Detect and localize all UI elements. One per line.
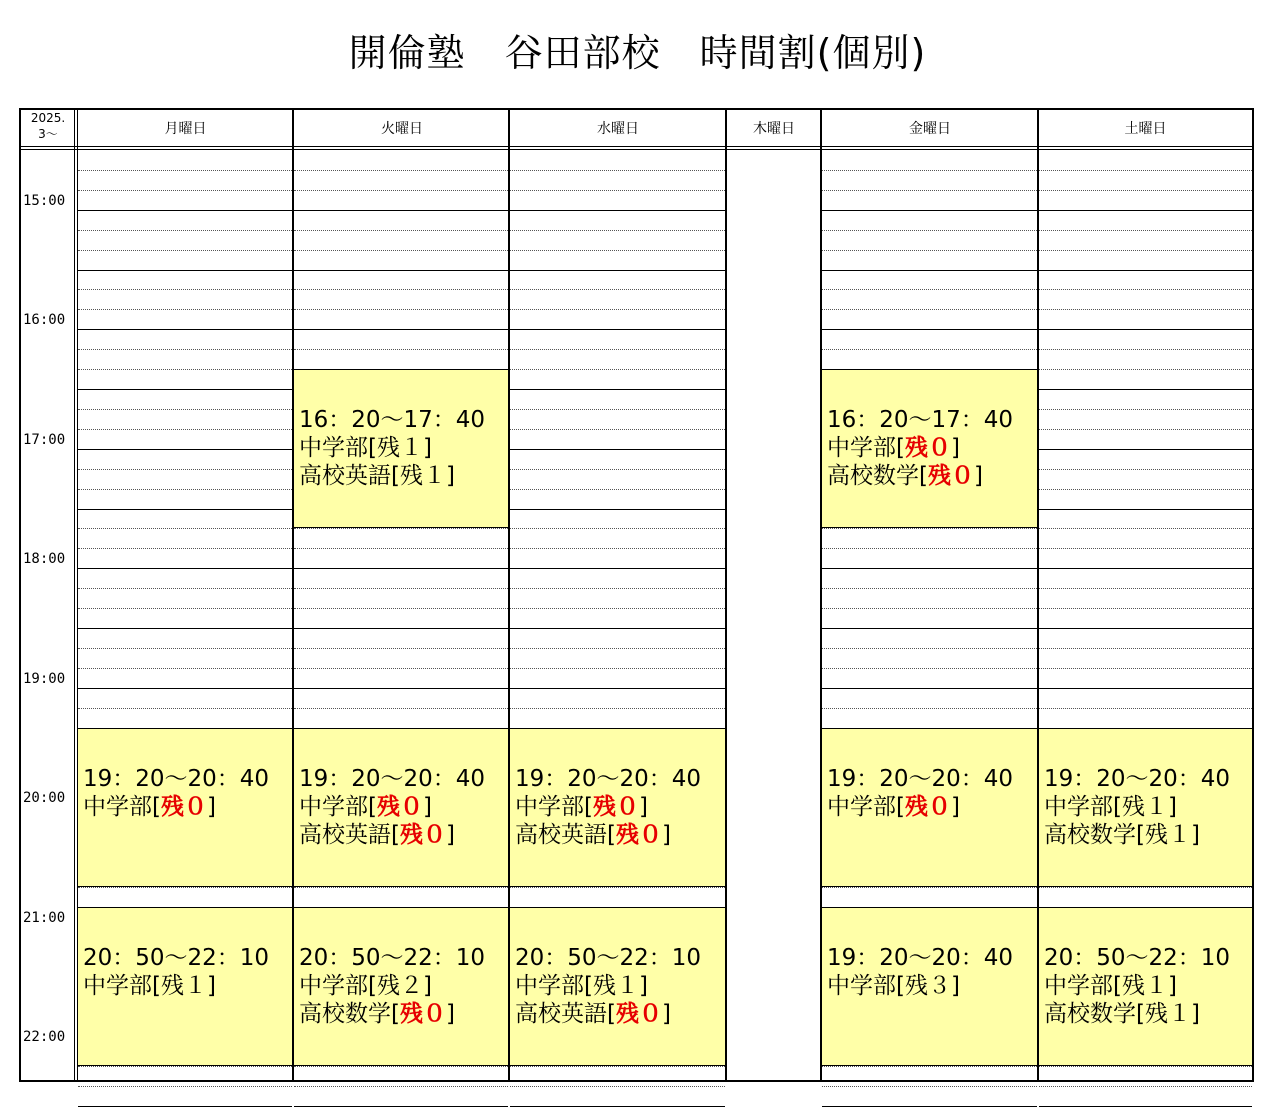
grid-line <box>78 648 292 649</box>
grid-line <box>294 668 508 669</box>
day-header-wed: 水曜日 <box>597 121 639 137</box>
day-header-fri: 金曜日 <box>909 121 951 137</box>
lesson-block <box>510 728 725 887</box>
grid-line <box>1039 568 1252 569</box>
grid-line <box>1039 489 1252 490</box>
grid-line <box>510 250 725 251</box>
grid-line <box>78 628 292 629</box>
column-divider <box>292 110 294 1080</box>
course-text: 中学部[ <box>515 973 593 999</box>
grid-line <box>294 588 508 589</box>
course-text: 残３ <box>904 973 951 999</box>
course-text: ] <box>1167 794 1177 820</box>
seats-remaining-zero: 残０ <box>904 435 951 461</box>
grid-line <box>294 528 508 529</box>
course-text: ] <box>445 1001 455 1027</box>
lesson-course <box>827 972 1037 1000</box>
grid-line <box>822 568 1037 569</box>
course-text: ] <box>422 435 432 461</box>
grid-line <box>78 289 292 290</box>
grid-line <box>1039 409 1252 410</box>
grid-line <box>1039 688 1252 689</box>
grid-line <box>294 170 508 171</box>
lesson-course <box>1044 1000 1252 1028</box>
course-text: ] <box>638 973 648 999</box>
course-text: 高校英語[ <box>299 463 400 489</box>
grid-line <box>1039 349 1252 350</box>
grid-line <box>510 170 725 171</box>
grid-line <box>822 190 1037 191</box>
grid-line <box>78 389 292 390</box>
time-label: 15:00 <box>23 193 66 209</box>
grid-line <box>822 588 1037 589</box>
course-text: ] <box>445 463 455 489</box>
grid-line <box>822 688 1037 689</box>
grid-line <box>78 887 292 888</box>
grid-line <box>78 170 292 171</box>
course-text: 残１ <box>376 435 423 461</box>
grid-line <box>822 608 1037 609</box>
grid-line <box>822 668 1037 669</box>
lesson-course <box>299 434 508 462</box>
grid-line <box>1039 628 1252 629</box>
grid-line <box>1039 190 1252 191</box>
grid-line <box>1039 1086 1252 1087</box>
course-text: ] <box>445 822 455 848</box>
grid-line <box>1039 270 1252 271</box>
grid-line <box>294 1106 508 1107</box>
seats-remaining-zero: 残０ <box>399 822 446 848</box>
seats-remaining-zero: 残０ <box>615 822 662 848</box>
grid-line <box>1039 230 1252 231</box>
grid-line <box>78 270 292 271</box>
lesson-course <box>515 1000 725 1028</box>
lesson-time: 19：20〜20：40 <box>827 945 1014 971</box>
lesson-course <box>515 821 725 849</box>
course-text: 残１ <box>1121 973 1168 999</box>
grid-line <box>822 270 1037 271</box>
seats-remaining-zero: 残０ <box>904 794 951 820</box>
grid-line <box>78 708 292 709</box>
lesson-course <box>83 793 292 821</box>
grid-line <box>822 289 1037 290</box>
grid-line <box>822 1066 1037 1067</box>
lesson-block <box>78 907 292 1066</box>
course-text: 中学部[ <box>299 973 377 999</box>
grid-line <box>294 270 508 271</box>
day-header-sat: 土曜日 <box>1124 121 1167 137</box>
course-text: 残１ <box>399 463 446 489</box>
course-text: 中学部[ <box>827 973 905 999</box>
lesson-block <box>294 369 508 528</box>
grid-line <box>510 509 725 510</box>
course-text: ] <box>1190 822 1200 848</box>
day-header-tue: 火曜日 <box>381 121 423 137</box>
grid-line <box>1039 170 1252 171</box>
grid-line <box>510 608 725 609</box>
grid-line <box>294 628 508 629</box>
grid-line <box>78 250 292 251</box>
grid-line <box>1039 608 1252 609</box>
grid-line <box>78 190 292 191</box>
page-title: 開倫塾 谷田部校 時間割(個別) <box>348 31 927 75</box>
grid-line <box>510 329 725 330</box>
lesson-time: 16：20〜17：40 <box>299 407 486 433</box>
lesson-time: 19：20〜20：40 <box>299 766 486 792</box>
grid-line <box>510 887 725 888</box>
grid-line <box>510 429 725 430</box>
grid-line <box>1039 469 1252 470</box>
lesson-course <box>299 462 508 490</box>
course-text: 高校英語[ <box>515 822 616 848</box>
grid-line <box>510 1106 725 1107</box>
seats-remaining-zero: 残０ <box>376 794 423 820</box>
time-label: 20:00 <box>23 790 66 806</box>
grid-line <box>1039 309 1252 310</box>
grid-line <box>1039 548 1252 549</box>
grid-line <box>822 210 1037 211</box>
grid-line <box>510 688 725 689</box>
grid-line <box>510 528 725 529</box>
grid-line <box>294 608 508 609</box>
grid-line <box>78 688 292 689</box>
course-text: ] <box>973 463 983 489</box>
column-divider <box>508 110 510 1080</box>
lesson-time: 20：50〜22：10 <box>1044 945 1231 971</box>
grid-line <box>510 409 725 410</box>
time-label: 17:00 <box>23 432 66 448</box>
grid-line <box>294 230 508 231</box>
course-text: ] <box>1167 973 1177 999</box>
grid-line <box>510 648 725 649</box>
grid-line <box>822 250 1037 251</box>
grid-line <box>78 429 292 430</box>
seats-remaining-zero: 残０ <box>592 794 639 820</box>
grid-line <box>510 588 725 589</box>
course-text: ] <box>661 1001 671 1027</box>
grid-line <box>78 509 292 510</box>
year-label-month: 3〜 <box>38 127 58 141</box>
course-text: ] <box>638 794 648 820</box>
course-text: 残１ <box>1144 1001 1191 1027</box>
grid-line <box>822 887 1037 888</box>
lesson-course <box>515 793 725 821</box>
course-text: ] <box>422 794 432 820</box>
seats-remaining-zero: 残０ <box>615 1001 662 1027</box>
grid-line <box>78 588 292 589</box>
grid-line <box>294 210 508 211</box>
grid-line <box>510 270 725 271</box>
time-label: 16:00 <box>23 312 66 328</box>
grid-line <box>510 210 725 211</box>
grid-line <box>510 449 725 450</box>
grid-line <box>510 568 725 569</box>
course-text: 残１ <box>160 973 207 999</box>
lesson-course <box>1044 793 1252 821</box>
lesson-block <box>510 907 725 1066</box>
grid-line <box>1039 210 1252 211</box>
grid-line <box>294 1086 508 1087</box>
grid-line <box>78 489 292 490</box>
grid-line <box>1039 289 1252 290</box>
lesson-time: 16：20〜17：40 <box>827 407 1014 433</box>
column-divider <box>725 110 727 1080</box>
lesson-time: 19：20〜20：40 <box>1044 766 1231 792</box>
lesson-course <box>515 972 725 1000</box>
course-text: 高校数学[ <box>299 1001 400 1027</box>
course-text: 残１ <box>1144 822 1191 848</box>
lesson-course <box>83 972 292 1000</box>
grid-line <box>294 349 508 350</box>
grid-line <box>1039 588 1252 589</box>
grid-line <box>294 568 508 569</box>
grid-line <box>294 289 508 290</box>
year-label-year: 2025. <box>30 111 66 125</box>
lesson-course <box>1044 821 1252 849</box>
grid-line <box>1039 708 1252 709</box>
lesson-block <box>822 369 1037 528</box>
grid-line <box>1039 528 1252 529</box>
lesson-course <box>299 1000 508 1028</box>
grid-line <box>294 1066 508 1067</box>
day-header-mon: 月曜日 <box>164 121 207 137</box>
grid-line <box>78 1066 292 1067</box>
course-text: 中学部[ <box>827 794 905 820</box>
lesson-block <box>822 907 1037 1066</box>
grid-line <box>510 489 725 490</box>
grid-line <box>78 469 292 470</box>
grid-line <box>822 170 1037 171</box>
grid-line <box>1039 329 1252 330</box>
course-text: ] <box>206 794 216 820</box>
grid-line <box>822 329 1037 330</box>
lesson-course <box>827 793 1037 821</box>
course-text: 高校英語[ <box>299 822 400 848</box>
seats-remaining-zero: 残０ <box>399 1001 446 1027</box>
grid-line <box>294 648 508 649</box>
grid-line <box>78 369 292 370</box>
grid-line <box>1039 648 1252 649</box>
lesson-block <box>294 728 508 887</box>
lesson-time: 19：20〜20：40 <box>827 766 1014 792</box>
grid-line <box>294 329 508 330</box>
year-label <box>21 110 75 146</box>
day-header-thu: 木曜日 <box>753 121 795 137</box>
grid-line <box>78 608 292 609</box>
lesson-time: 19：20〜20：40 <box>515 766 702 792</box>
grid-line <box>822 230 1037 231</box>
grid-line <box>510 369 725 370</box>
grid-line <box>1039 1106 1252 1107</box>
grid-line <box>1039 449 1252 450</box>
grid-line <box>510 389 725 390</box>
course-text: ] <box>1190 1001 1200 1027</box>
lesson-block <box>1039 907 1252 1066</box>
course-text: 高校数学[ <box>1044 1001 1145 1027</box>
course-text: 残１ <box>1121 794 1168 820</box>
grid-line <box>510 548 725 549</box>
grid-line <box>78 349 292 350</box>
grid-line <box>294 190 508 191</box>
course-text: 中学部[ <box>827 435 905 461</box>
course-text: ] <box>950 973 960 999</box>
grid-line <box>510 708 725 709</box>
lesson-course <box>1044 972 1252 1000</box>
lesson-course <box>827 434 1037 462</box>
course-text: 中学部[ <box>299 794 377 820</box>
column-divider <box>820 110 822 1080</box>
grid-line <box>294 887 508 888</box>
grid-line <box>822 628 1037 629</box>
grid-line <box>78 548 292 549</box>
lesson-time: 20：50〜22：10 <box>83 945 270 971</box>
seats-remaining-zero: 残０ <box>160 794 207 820</box>
grid-line <box>1039 250 1252 251</box>
grid-line <box>1039 887 1252 888</box>
time-column-divider <box>74 110 78 1080</box>
course-text: ] <box>206 973 216 999</box>
lesson-block <box>78 728 292 887</box>
grid-line <box>78 210 292 211</box>
grid-line <box>294 309 508 310</box>
time-label: 21:00 <box>23 910 66 926</box>
time-label: 18:00 <box>23 551 66 567</box>
grid-line <box>510 469 725 470</box>
course-text: 中学部[ <box>83 794 161 820</box>
grid-line <box>822 349 1037 350</box>
grid-line <box>294 250 508 251</box>
grid-line <box>822 648 1037 649</box>
lesson-course <box>827 462 1037 490</box>
grid-line <box>294 708 508 709</box>
grid-line <box>78 329 292 330</box>
course-text: 高校数学[ <box>1044 822 1145 848</box>
grid-line <box>78 1106 292 1107</box>
course-text: 中学部[ <box>83 973 161 999</box>
grid-line <box>78 668 292 669</box>
grid-line <box>510 349 725 350</box>
lesson-time: 20：50〜22：10 <box>515 945 702 971</box>
course-text: ] <box>950 794 960 820</box>
grid-line <box>510 289 725 290</box>
grid-line <box>78 1086 292 1087</box>
course-text: 中学部[ <box>1044 973 1122 999</box>
grid-line <box>822 708 1037 709</box>
grid-line <box>822 528 1037 529</box>
course-text: ] <box>950 435 960 461</box>
lesson-course <box>299 821 508 849</box>
lesson-block <box>822 728 1037 887</box>
grid-line <box>294 548 508 549</box>
column-divider <box>1037 110 1039 1080</box>
grid-line <box>78 230 292 231</box>
course-text: 中学部[ <box>299 435 377 461</box>
grid-line <box>1039 509 1252 510</box>
grid-line <box>510 190 725 191</box>
grid-line <box>510 668 725 669</box>
grid-line <box>510 230 725 231</box>
time-label: 19:00 <box>23 671 66 687</box>
course-text: 高校英語[ <box>515 1001 616 1027</box>
grid-line <box>1039 389 1252 390</box>
grid-line <box>1039 668 1252 669</box>
grid-line <box>1039 1066 1252 1067</box>
grid-line <box>1039 429 1252 430</box>
grid-line <box>78 449 292 450</box>
lesson-block <box>1039 728 1252 887</box>
course-text: ] <box>422 973 432 999</box>
grid-line <box>510 309 725 310</box>
grid-line <box>510 1086 725 1087</box>
header-separator <box>21 146 1252 150</box>
grid-line <box>78 409 292 410</box>
seats-remaining-zero: 残０ <box>927 463 974 489</box>
grid-line <box>822 548 1037 549</box>
lesson-time: 20：50〜22：10 <box>299 945 486 971</box>
grid-line <box>510 628 725 629</box>
lesson-time: 19：20〜20：40 <box>83 766 270 792</box>
grid-line <box>822 1106 1037 1107</box>
lesson-course <box>299 793 508 821</box>
grid-line <box>78 528 292 529</box>
course-text: 高校数学[ <box>827 463 928 489</box>
grid-line <box>78 309 292 310</box>
lesson-course <box>299 972 508 1000</box>
course-text: ] <box>661 822 671 848</box>
course-text: 残２ <box>376 973 423 999</box>
grid-line <box>1039 369 1252 370</box>
grid-line <box>294 688 508 689</box>
grid-line <box>510 1066 725 1067</box>
time-label: 22:00 <box>23 1029 66 1045</box>
lesson-block <box>294 907 508 1066</box>
grid-line <box>78 568 292 569</box>
course-text: 残１ <box>592 973 639 999</box>
grid-line <box>822 309 1037 310</box>
course-text: 中学部[ <box>1044 794 1122 820</box>
grid-line <box>822 1086 1037 1087</box>
course-text: 中学部[ <box>515 794 593 820</box>
